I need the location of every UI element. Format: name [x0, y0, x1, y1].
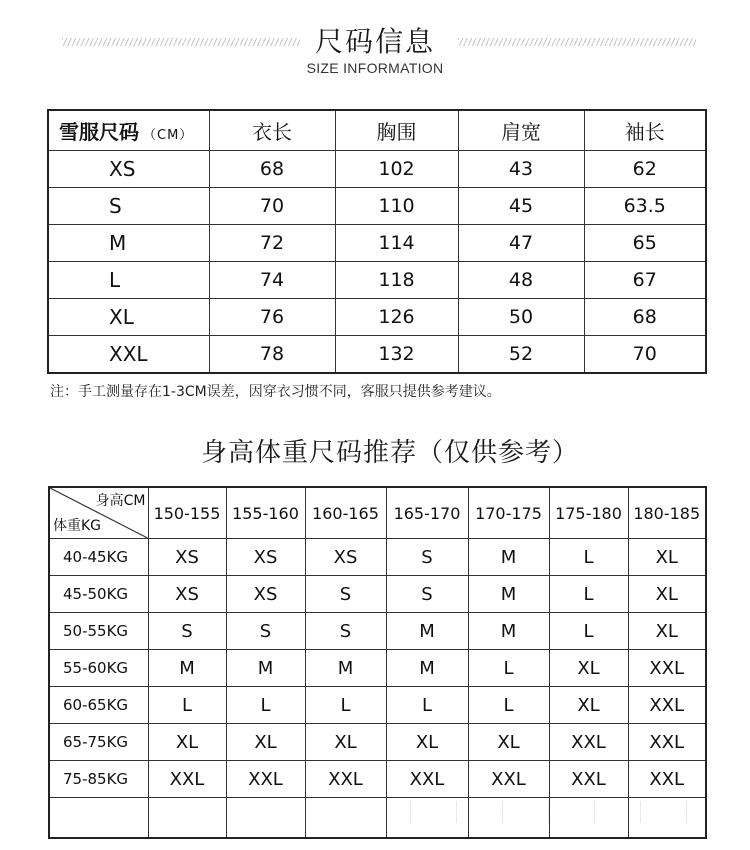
size-cell: XXL — [226, 761, 305, 798]
table-row — [49, 650, 706, 687]
size-cell: XXL — [48, 336, 209, 374]
height-range-header: 175-180 — [549, 487, 628, 539]
size-cell: XXL — [628, 687, 706, 724]
height-range-header: 180-185 — [628, 487, 706, 539]
size-cell: XXL — [386, 761, 468, 798]
table-row — [49, 687, 706, 724]
size-cell: XXL — [305, 761, 386, 798]
measure-cell: 74 — [209, 262, 335, 299]
table-row — [48, 299, 706, 336]
size-cell: L — [468, 650, 549, 687]
size-cell: XL — [468, 724, 549, 761]
size-cell: XXL — [628, 650, 706, 687]
corner-cell — [49, 487, 148, 539]
measure-cell: 48 — [458, 262, 584, 299]
size-cell: XL — [386, 724, 468, 761]
size-header-unit: （CM） — [143, 128, 194, 143]
size-cell: M — [48, 225, 209, 262]
table-row — [49, 761, 706, 798]
size-header-label: 雪服尺码 — [59, 120, 139, 144]
measure-cell: 70 — [584, 336, 706, 374]
size-cell: L — [549, 576, 628, 613]
column-header: 肩宽 — [458, 110, 584, 151]
size-cell: L — [226, 687, 305, 724]
table-row — [48, 262, 706, 299]
size-cell: XS — [48, 151, 209, 188]
size-cell: XL — [48, 299, 209, 336]
measure-cell: 78 — [209, 336, 335, 374]
size-cell: XS — [148, 539, 226, 576]
size-cell: M — [386, 613, 468, 650]
measure-cell: 118 — [335, 262, 458, 299]
table-row — [49, 613, 706, 650]
table-row — [49, 539, 706, 576]
size-cell: XL — [305, 724, 386, 761]
weight-axis-label: 体重KG — [53, 518, 102, 534]
size-cell: XL — [226, 724, 305, 761]
measure-cell: 70 — [209, 188, 335, 225]
height-range-header: 155-160 — [226, 487, 305, 539]
measure-cell: 47 — [458, 225, 584, 262]
measure-cell: 102 — [335, 151, 458, 188]
size-cell: XXL — [628, 761, 706, 798]
size-cell: L — [549, 539, 628, 576]
empty-cell — [49, 798, 148, 839]
measure-cell: 45 — [458, 188, 584, 225]
table-row — [48, 336, 706, 374]
column-header: 衣长 — [209, 110, 335, 151]
size-cell: M — [468, 539, 549, 576]
size-cell: S — [386, 539, 468, 576]
weight-cell: 60-65KG — [49, 687, 148, 724]
measure-cell: 68 — [584, 299, 706, 336]
height-range-header: 150-155 — [148, 487, 226, 539]
empty-cell — [305, 798, 386, 839]
size-cell: S — [386, 576, 468, 613]
size-cell: XL — [628, 539, 706, 576]
measure-cell: 114 — [335, 225, 458, 262]
size-cell: L — [468, 687, 549, 724]
height-range-header: 165-170 — [386, 487, 468, 539]
size-cell: S — [226, 613, 305, 650]
measure-cell: 76 — [209, 299, 335, 336]
empty-cell — [226, 798, 305, 839]
size-cell: S — [305, 613, 386, 650]
size-cell: XS — [226, 539, 305, 576]
size-table-header — [48, 110, 706, 151]
size-cell: XXL — [549, 761, 628, 798]
weight-cell: 50-55KG — [49, 613, 148, 650]
table-row — [48, 151, 706, 188]
size-cell: XL — [549, 687, 628, 724]
size-cell: L — [148, 687, 226, 724]
measure-cell: 50 — [458, 299, 584, 336]
height-range-header: 160-165 — [305, 487, 386, 539]
size-cell: XL — [148, 724, 226, 761]
size-cell: L — [305, 687, 386, 724]
size-cell: L — [549, 613, 628, 650]
page-title: 尺码信息 — [314, 25, 435, 58]
table-row — [49, 724, 706, 761]
measure-cell: 68 — [209, 151, 335, 188]
size-cell: M — [386, 650, 468, 687]
size-cell: XS — [305, 539, 386, 576]
recommend-header-row — [49, 487, 706, 539]
size-cell: M — [305, 650, 386, 687]
size-table — [47, 109, 707, 374]
weight-cell: 55-60KG — [49, 650, 148, 687]
column-header: 袖长 — [584, 110, 706, 151]
size-cell: M — [148, 650, 226, 687]
measure-cell: 62 — [584, 151, 706, 188]
measure-cell: 65 — [584, 225, 706, 262]
empty-cell — [148, 798, 226, 839]
size-cell: XL — [628, 576, 706, 613]
measure-cell: 132 — [335, 336, 458, 374]
measure-cell: 52 — [458, 336, 584, 374]
size-cell: XXL — [628, 724, 706, 761]
size-cell: XXL — [549, 724, 628, 761]
height-range-header: 170-175 — [468, 487, 549, 539]
measure-cell: 67 — [584, 262, 706, 299]
weight-cell: 40-45KG — [49, 539, 148, 576]
measurement-note: 注：手工测量存在1-3CM误差，因穿衣习惯不同，客服只提供参考建议。 — [50, 384, 501, 400]
size-cell: L — [48, 262, 209, 299]
recommend-table — [48, 486, 707, 839]
size-cell: M — [468, 613, 549, 650]
size-cell: XS — [148, 576, 226, 613]
page-subtitle: SIZE INFORMATION — [306, 60, 444, 76]
size-cell: M — [468, 576, 549, 613]
table-row — [48, 225, 706, 262]
size-cell: L — [386, 687, 468, 724]
size-cell: S — [148, 613, 226, 650]
measure-cell: 110 — [335, 188, 458, 225]
size-cell: XS — [226, 576, 305, 613]
column-header: 胸围 — [335, 110, 458, 151]
table-row — [48, 188, 706, 225]
measure-cell: 72 — [209, 225, 335, 262]
weight-cell: 75-85KG — [49, 761, 148, 798]
weight-cell: 45-50KG — [49, 576, 148, 613]
size-cell: XXL — [468, 761, 549, 798]
size-cell: XL — [549, 650, 628, 687]
table-row — [49, 576, 706, 613]
faint-watermark-marks — [380, 801, 700, 823]
measure-cell: 63.5 — [584, 188, 706, 225]
measure-cell: 43 — [458, 151, 584, 188]
recommend-title: 身高体重尺码推荐（仅供参考） — [200, 438, 579, 468]
size-header-cell — [48, 110, 209, 151]
size-cell: S — [305, 576, 386, 613]
height-axis-label: 身高CM — [95, 493, 146, 509]
size-cell: M — [226, 650, 305, 687]
measure-cell: 126 — [335, 299, 458, 336]
weight-cell: 65-75KG — [49, 724, 148, 761]
size-cell: XL — [628, 613, 706, 650]
size-cell: XXL — [148, 761, 226, 798]
size-cell: S — [48, 188, 209, 225]
